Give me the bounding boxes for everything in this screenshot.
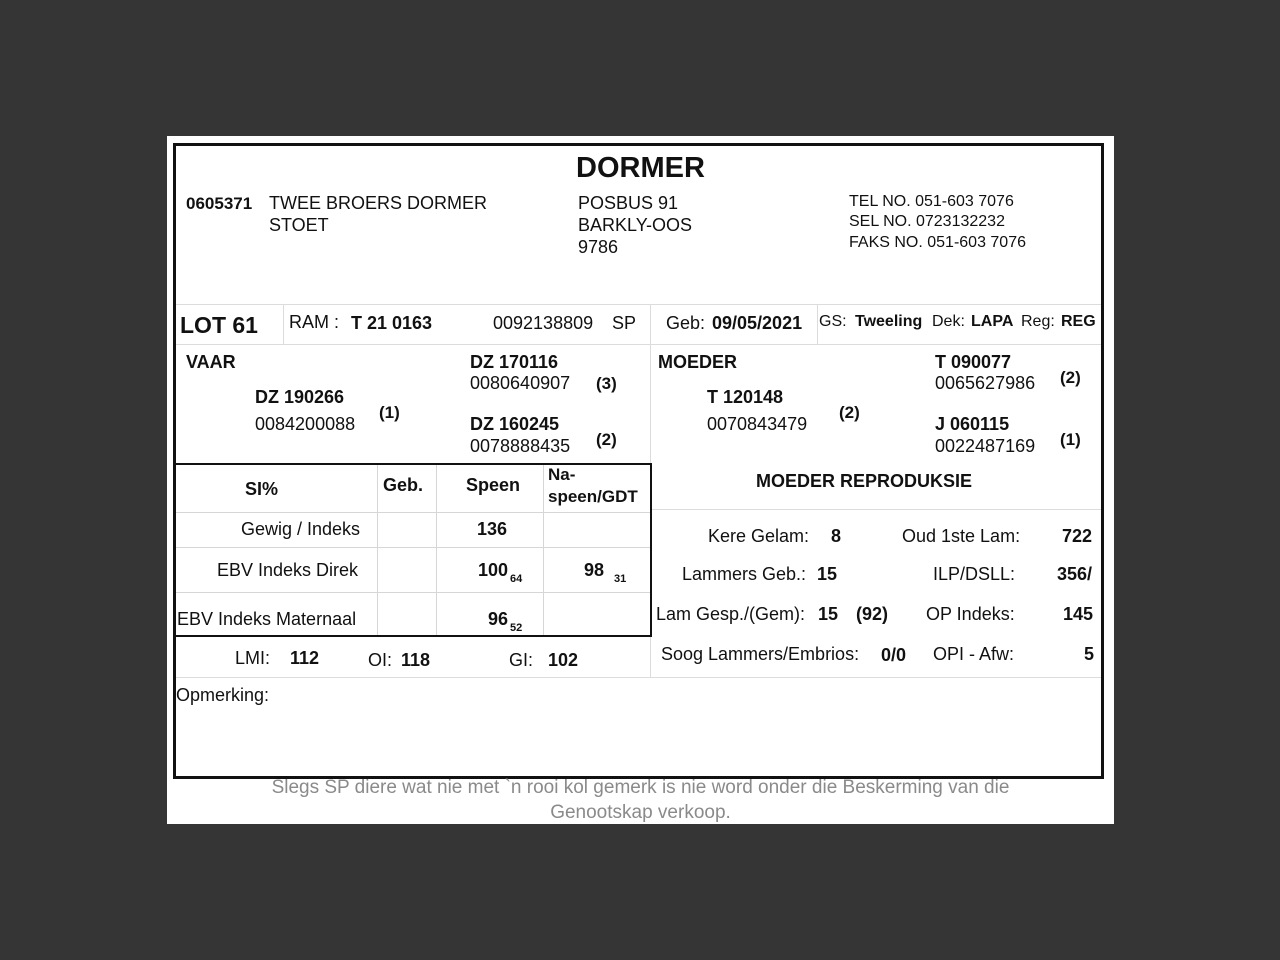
ilp-label: ILP/DSLL: — [933, 564, 1016, 584]
frame-right — [1101, 143, 1104, 779]
vaar-dam-num: 0078888435 — [470, 436, 571, 456]
catalog-card — [167, 136, 1114, 824]
lot-divider-1 — [283, 304, 284, 344]
reg-label: Reg: — [1021, 313, 1055, 330]
address-line-3: 9786 — [578, 237, 619, 257]
vaar-sire-num: 0080640907 — [470, 373, 571, 393]
naspeen-header-1: Na- — [548, 465, 576, 484]
frame-left — [173, 143, 176, 779]
lot-row-bottom-line — [176, 344, 1101, 345]
row-maternaal-speen-sub: 52 — [510, 622, 523, 634]
breed-title: DORMER — [576, 152, 705, 184]
op-value: 145 — [1063, 604, 1094, 624]
vaar-label: VAAR — [186, 352, 236, 372]
lammers-value: 15 — [817, 564, 838, 584]
dek-value: LAPA — [971, 313, 1014, 330]
lammers-label: Lammers Geb.: — [682, 564, 807, 584]
vaar-dam-id: DZ 160245 — [470, 414, 560, 434]
row-direk-speen-sub: 64 — [510, 573, 523, 585]
dek-label: Dek: — [932, 313, 965, 330]
breeder-name-1: TWEE BROERS DORMER — [269, 193, 488, 213]
row-maternaal-speen-value: 96 — [488, 609, 509, 629]
gs-label: GS: — [819, 313, 847, 330]
sp-mark: SP — [612, 313, 637, 333]
lmi-value: 112 — [290, 648, 320, 668]
row-gewig-speen: 136 — [477, 519, 508, 539]
gesp-gem: (92) — [856, 604, 889, 624]
moeder-mark: (2) — [839, 403, 860, 422]
breeder-name-2: STOET — [269, 215, 329, 235]
geb-label: Geb: — [666, 313, 706, 333]
geb-header: Geb. — [383, 475, 424, 495]
ram-label: RAM : — [289, 312, 340, 332]
footer-line-2: Genootskap verkoop. — [550, 802, 731, 823]
address-line-1: POSBUS 91 — [578, 193, 679, 213]
row-direk-speen — [478, 560, 523, 585]
opi-label: OPI - Afw: — [933, 644, 1015, 664]
lmi-label: LMI: — [235, 648, 271, 668]
oi-label: OI: — [368, 650, 393, 670]
frame-top — [173, 143, 1104, 146]
si-col-line-1 — [377, 465, 378, 635]
gi-label: GI: — [509, 650, 534, 670]
lot-divider-2 — [650, 304, 651, 464]
gi-value: 102 — [548, 650, 579, 670]
gs-value: Tweeling — [855, 313, 923, 330]
kere-value: 8 — [831, 526, 842, 546]
moeder-num: 0070843479 — [707, 414, 808, 434]
moeder-id: T 120148 — [707, 387, 784, 407]
row-direk-naspeen-value: 98 — [584, 560, 605, 580]
si-row-line-2 — [176, 547, 650, 548]
si-col-line-3 — [543, 465, 544, 635]
repro-title: MOEDER REPRODUKSIE — [756, 471, 973, 491]
vaar-sire-mark: (3) — [596, 374, 617, 393]
vaar-dam-mark: (2) — [596, 430, 617, 449]
repro-title-line — [652, 509, 1101, 510]
sel-number: SEL NO. 0723132232 — [849, 213, 1005, 230]
lot-label: LOT 61 — [180, 312, 258, 338]
vaar-num: 0084200088 — [255, 414, 356, 434]
si-row-line-3 — [176, 592, 650, 593]
vaar-id: DZ 190266 — [255, 387, 345, 407]
row-direk-speen-value: 100 — [478, 560, 509, 580]
si-box-top — [176, 463, 652, 465]
si-box-right — [650, 463, 652, 637]
vaar-sire-id: DZ 170116 — [470, 352, 559, 372]
breeder-code: 0605371 — [186, 194, 253, 213]
tel-number: TEL NO. 051-603 7076 — [849, 193, 1014, 210]
footer-line-1: Slegs SP diere wat nie met `n rooi kol gemerk is nie word onder die Beskerming van die — [271, 777, 1010, 798]
naspeen-header-2: speen/GDT — [548, 487, 638, 506]
oi-value: 118 — [401, 650, 431, 670]
gesp-value: 15 — [818, 604, 839, 624]
geb-date: 09/05/2021 — [712, 313, 803, 333]
moeder-sire-mark: (2) — [1060, 368, 1081, 387]
remarks-label: Opmerking: — [176, 685, 270, 705]
soog-label: Soog Lammers/Embrios: — [661, 644, 860, 664]
reg-value: REG — [1061, 313, 1096, 330]
gesp-label: Lam Gesp./(Gem): — [656, 604, 806, 624]
moeder-sire-num: 0065627986 — [935, 373, 1036, 393]
moeder-dam-num: 0022487169 — [935, 436, 1036, 456]
repro-divider — [650, 637, 651, 677]
row-direk-naspeen — [584, 560, 627, 585]
lot-row-top-line — [176, 304, 1101, 305]
si-header: SI% — [245, 479, 279, 499]
row-gewig-label: Gewig / Indeks — [241, 519, 361, 539]
ram-id: T 21 0163 — [351, 313, 433, 333]
soog-value: 0/0 — [881, 645, 907, 665]
lot-divider-3 — [817, 304, 818, 344]
oud-value: 722 — [1062, 526, 1093, 546]
faks-number: FAKS NO. 051-603 7076 — [849, 234, 1026, 251]
row-direk-label: EBV Indeks Direk — [217, 560, 359, 580]
row-direk-naspeen-sub: 31 — [614, 573, 627, 585]
kere-label: Kere Gelam: — [708, 526, 810, 546]
speen-header: Speen — [466, 475, 521, 495]
vaar-mark: (1) — [379, 403, 400, 422]
ilp-value: 356/ — [1057, 564, 1093, 584]
info-bottom-line — [176, 677, 1101, 678]
si-col-line-2 — [436, 465, 437, 635]
moeder-dam-id: J 060115 — [935, 414, 1010, 434]
moeder-label: MOEDER — [658, 352, 738, 372]
row-maternaal-speen — [488, 609, 523, 634]
reg-number: 0092138809 — [493, 313, 594, 333]
si-row-line-1 — [176, 512, 650, 513]
row-maternaal-label: EBV Indeks Maternaal — [177, 609, 357, 629]
address-line-2: BARKLY-OOS — [578, 215, 693, 235]
oud-label: Oud 1ste Lam: — [902, 526, 1021, 546]
moeder-sire-id: T 090077 — [935, 352, 1012, 372]
op-label: OP Indeks: — [926, 604, 1015, 624]
si-box-bottom — [176, 635, 652, 637]
moeder-dam-mark: (1) — [1060, 430, 1081, 449]
opi-value: 5 — [1084, 644, 1095, 664]
